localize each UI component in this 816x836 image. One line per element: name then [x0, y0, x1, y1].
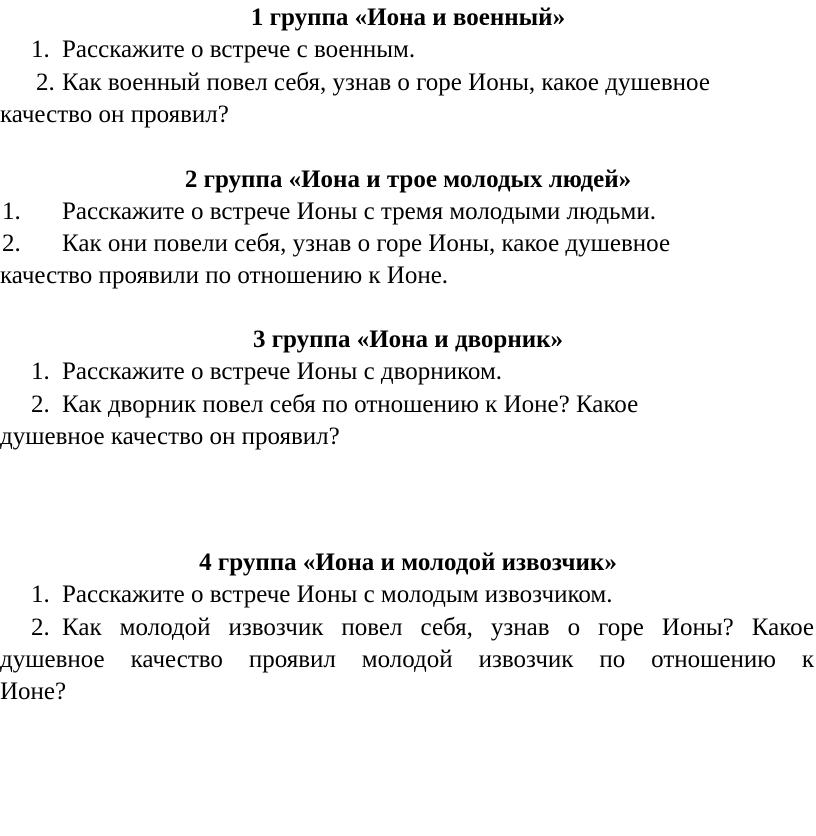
question-number: 2.	[2, 230, 21, 257]
question-number: 1.	[31, 358, 50, 385]
group-3-heading: 3 группа «Иона и дворник»	[252, 326, 564, 353]
question-text: Как военный повел себя, узнав о горе Ионы, какое душевное	[62, 69, 710, 96]
question-text-continuation: Ионе?	[0, 678, 67, 705]
group-4-heading: 4 группа «Иона и молодой извозчик»	[199, 549, 617, 576]
question-text-continuation: качество он проявил?	[0, 101, 229, 128]
group-2-heading: 2 группа «Иона и трое молодых людей»	[184, 166, 632, 193]
question-text: Расскажите о встрече Ионы с тремя молодыми людьми.	[62, 198, 656, 225]
question-text-continuation: душевное качество он проявил?	[0, 423, 340, 450]
question-text: Расскажите о встрече Ионы с молодым извозчиком.	[62, 581, 613, 608]
question-text: Расскажите о встрече Ионы с дворником.	[62, 358, 503, 385]
question-text: Как молодой извозчик повел себя, узнав о горе Ионы? Какое	[62, 614, 814, 641]
question-text-continuation: качество проявили по отношению к Ионе.	[0, 262, 449, 289]
group-1-heading: 1 группа «Иона и военный»	[250, 4, 566, 31]
question-text: Как дворник повел себя по отношению к Ионе? Какое	[62, 391, 639, 418]
question-text: Как они повели себя, узнав о горе Ионы, какое душевное	[62, 230, 671, 257]
question-number: 1.	[31, 581, 50, 608]
question-text-continuation: душевное качество проявил молодой извозчик по отношению к	[0, 646, 814, 673]
question-number: 2.	[31, 391, 50, 418]
question-number: 2.	[31, 614, 50, 641]
question-text: Расскажите о встрече с военным.	[62, 36, 416, 63]
question-number: 1.	[31, 36, 50, 63]
question-number: 2.	[36, 69, 55, 96]
question-number: 1.	[2, 198, 21, 225]
